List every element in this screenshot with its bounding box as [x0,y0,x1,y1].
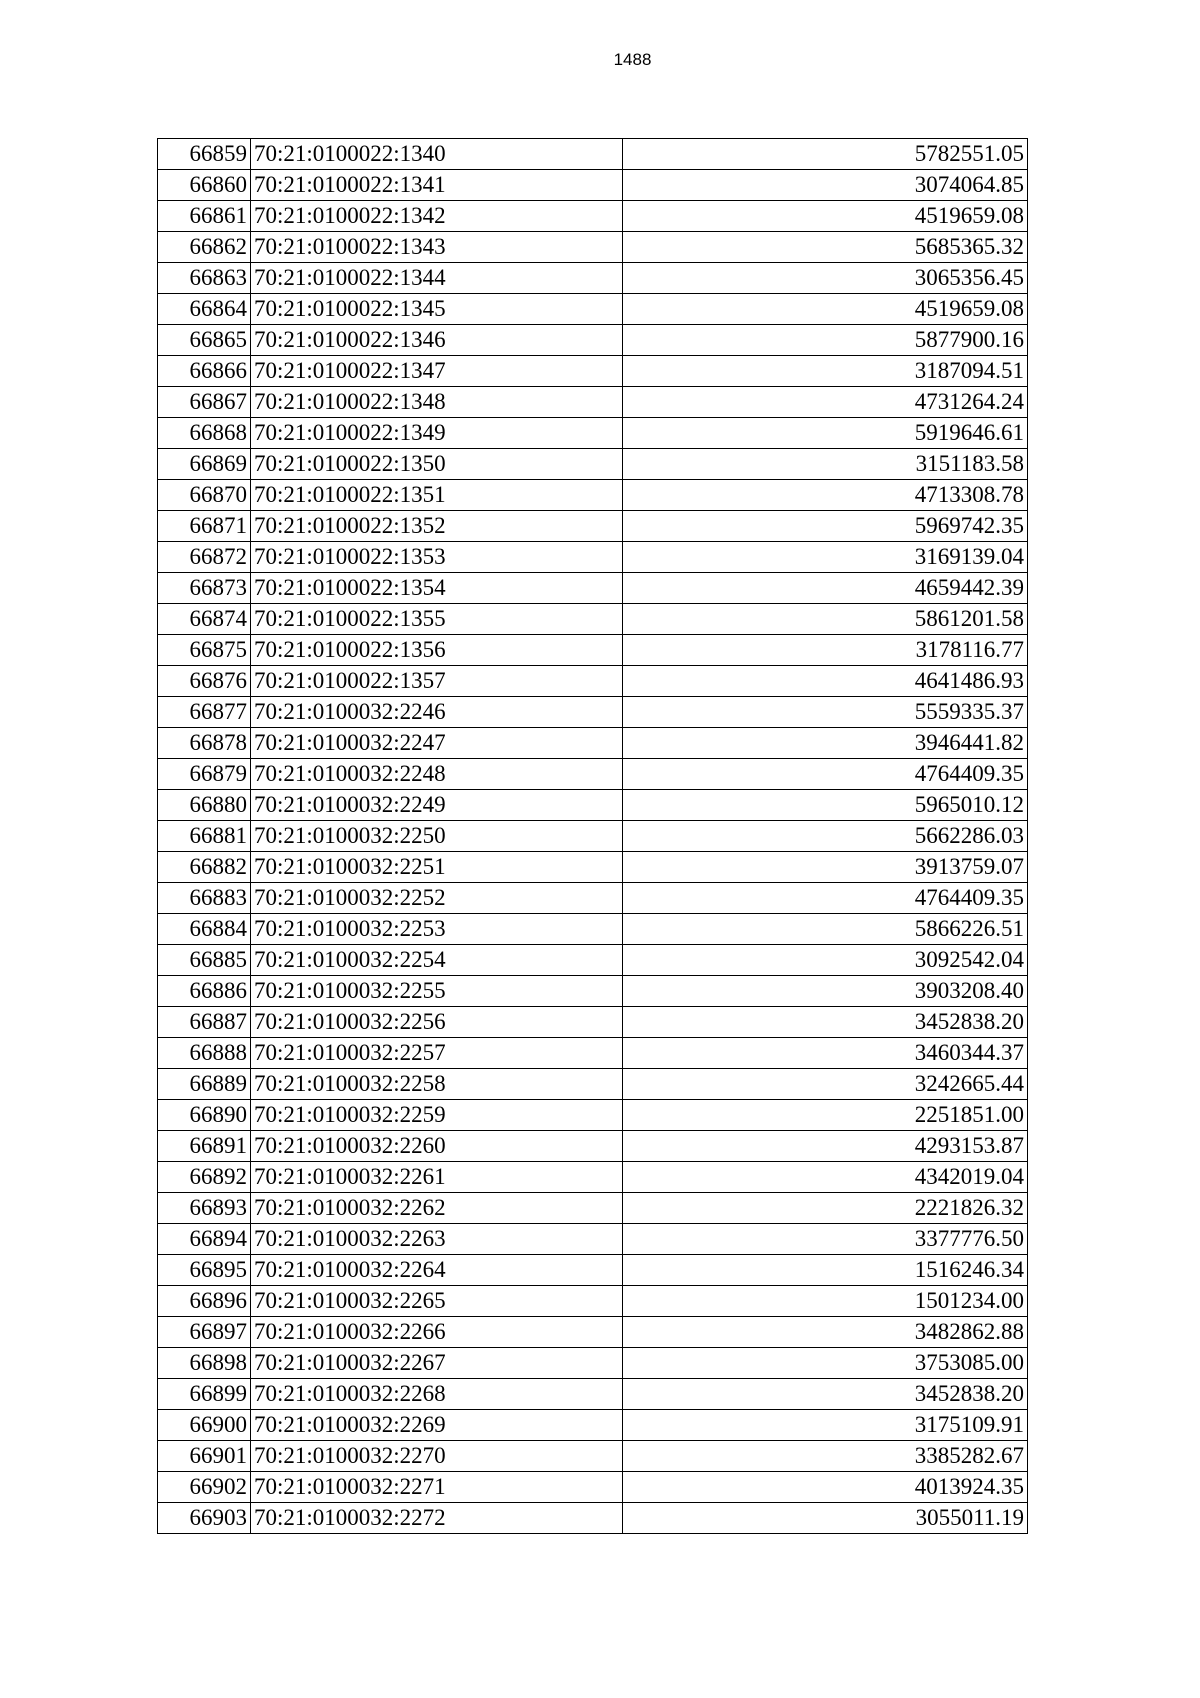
table-row [158,1441,1028,1472]
cadastral-number-cell: 70:21:0100032:2259 [251,1100,623,1131]
cadastral-value-cell: 4764409.35 [623,759,1028,790]
cadastral-value-cell: 4342019.04 [623,1162,1028,1193]
row-number-cell: 66886 [158,976,251,1007]
cadastral-number-cell: 70:21:0100022:1356 [251,635,623,666]
row-number-cell: 66884 [158,914,251,945]
row-number-cell: 66901 [158,1441,251,1472]
cadastral-number-cell: 70:21:0100022:1340 [251,139,623,170]
row-number-cell: 66900 [158,1410,251,1441]
cadastral-value-cell: 5685365.32 [623,232,1028,263]
cadastral-number-cell: 70:21:0100022:1354 [251,573,623,604]
row-number-cell: 66864 [158,294,251,325]
row-number-cell: 66896 [158,1286,251,1317]
cadastral-number-cell: 70:21:0100022:1342 [251,201,623,232]
cadastral-number-cell: 70:21:0100032:2272 [251,1503,623,1534]
table-row [158,232,1028,263]
cadastral-value-cell: 4764409.35 [623,883,1028,914]
cadastral-number-cell: 70:21:0100032:2264 [251,1255,623,1286]
row-number-cell: 66881 [158,821,251,852]
row-number-cell: 66888 [158,1038,251,1069]
cadastral-value-cell: 1501234.00 [623,1286,1028,1317]
table-row [158,1286,1028,1317]
cadastral-value-cell: 4519659.08 [623,294,1028,325]
cadastral-value-cell: 3151183.58 [623,449,1028,480]
row-number-cell: 66902 [158,1472,251,1503]
row-number-cell: 66862 [158,232,251,263]
cadastral-number-cell: 70:21:0100032:2258 [251,1069,623,1100]
cadastral-number-cell: 70:21:0100032:2257 [251,1038,623,1069]
cadastral-number-cell: 70:21:0100032:2248 [251,759,623,790]
row-number-cell: 66892 [158,1162,251,1193]
cadastral-value-cell: 3092542.04 [623,945,1028,976]
row-number-cell: 66872 [158,542,251,573]
row-number-cell: 66870 [158,480,251,511]
cadastral-number-cell: 70:21:0100022:1353 [251,542,623,573]
cadastral-number-cell: 70:21:0100032:2255 [251,976,623,1007]
cadastral-number-cell: 70:21:0100032:2251 [251,852,623,883]
table-row [158,697,1028,728]
row-number-cell: 66889 [158,1069,251,1100]
cadastral-number-cell: 70:21:0100032:2254 [251,945,623,976]
cadastral-number-cell: 70:21:0100032:2253 [251,914,623,945]
cadastral-number-cell: 70:21:0100032:2262 [251,1193,623,1224]
table-row [158,1007,1028,1038]
cadastral-value-cell: 2221826.32 [623,1193,1028,1224]
cadastral-value-cell: 3946441.82 [623,728,1028,759]
row-number-cell: 66878 [158,728,251,759]
table-row [158,449,1028,480]
cadastral-value-cell: 5782551.05 [623,139,1028,170]
table-row [158,1224,1028,1255]
cadastral-number-cell: 70:21:0100032:2247 [251,728,623,759]
row-number-cell: 66873 [158,573,251,604]
row-number-cell: 66885 [158,945,251,976]
cadastral-number-cell: 70:21:0100022:1348 [251,387,623,418]
cadastral-number-cell: 70:21:0100022:1357 [251,666,623,697]
cadastral-number-cell: 70:21:0100022:1355 [251,604,623,635]
row-number-cell: 66877 [158,697,251,728]
row-number-cell: 66859 [158,139,251,170]
cadastral-value-cell: 3460344.37 [623,1038,1028,1069]
cadastral-number-cell: 70:21:0100022:1350 [251,449,623,480]
row-number-cell: 66882 [158,852,251,883]
table-row [158,945,1028,976]
table-row [158,201,1028,232]
row-number-cell: 66863 [158,263,251,294]
row-number-cell: 66898 [158,1348,251,1379]
table-row [158,976,1028,1007]
table-row [158,294,1028,325]
table-row [158,790,1028,821]
cadastral-value-cell: 3377776.50 [623,1224,1028,1255]
cadastral-value-cell: 5877900.16 [623,325,1028,356]
cadastral-number-cell: 70:21:0100022:1347 [251,356,623,387]
cadastral-number-cell: 70:21:0100032:2260 [251,1131,623,1162]
cadastral-number-cell: 70:21:0100022:1344 [251,263,623,294]
cadastral-value-cell: 4519659.08 [623,201,1028,232]
cadastral-number-cell: 70:21:0100032:2252 [251,883,623,914]
table-row [158,511,1028,542]
cadastral-value-cell: 3242665.44 [623,1069,1028,1100]
cadastral-value-table [157,138,1028,1534]
cadastral-value-cell: 3753085.00 [623,1348,1028,1379]
table-row [158,1131,1028,1162]
row-number-cell: 66866 [158,356,251,387]
cadastral-value-cell: 3903208.40 [623,976,1028,1007]
cadastral-value-cell: 4731264.24 [623,387,1028,418]
row-number-cell: 66895 [158,1255,251,1286]
table-row [158,356,1028,387]
cadastral-number-cell: 70:21:0100032:2267 [251,1348,623,1379]
row-number-cell: 66871 [158,511,251,542]
table-body [158,139,1028,1534]
table-row [158,1348,1028,1379]
table-row [158,542,1028,573]
cadastral-value-cell: 3065356.45 [623,263,1028,294]
table-row [158,852,1028,883]
cadastral-value-cell: 3385282.67 [623,1441,1028,1472]
table-row [158,914,1028,945]
table-row [158,263,1028,294]
table-row [158,418,1028,449]
cadastral-number-cell: 70:21:0100022:1351 [251,480,623,511]
cadastral-value-cell: 5919646.61 [623,418,1028,449]
cadastral-value-cell: 5559335.37 [623,697,1028,728]
cadastral-number-cell: 70:21:0100032:2250 [251,821,623,852]
cadastral-value-cell: 5662286.03 [623,821,1028,852]
table-row [158,1472,1028,1503]
table-row [158,759,1028,790]
cadastral-value-cell: 5969742.35 [623,511,1028,542]
cadastral-value-cell: 2251851.00 [623,1100,1028,1131]
cadastral-number-cell: 70:21:0100022:1345 [251,294,623,325]
cadastral-number-cell: 70:21:0100022:1349 [251,418,623,449]
cadastral-value-cell: 5866226.51 [623,914,1028,945]
row-number-cell: 66860 [158,170,251,201]
cadastral-value-cell: 4293153.87 [623,1131,1028,1162]
table-row [158,1038,1028,1069]
table-row [158,666,1028,697]
cadastral-number-cell: 70:21:0100032:2265 [251,1286,623,1317]
row-number-cell: 66883 [158,883,251,914]
table-row [158,1255,1028,1286]
table-row [158,325,1028,356]
row-number-cell: 66865 [158,325,251,356]
table-row [158,635,1028,666]
table-row [158,1100,1028,1131]
cadastral-number-cell: 70:21:0100032:2246 [251,697,623,728]
cadastral-value-cell: 3175109.91 [623,1410,1028,1441]
cadastral-value-cell: 4013924.35 [623,1472,1028,1503]
table-row [158,573,1028,604]
cadastral-value-cell: 1516246.34 [623,1255,1028,1286]
cadastral-number-cell: 70:21:0100032:2256 [251,1007,623,1038]
table-row [158,1317,1028,1348]
cadastral-number-cell: 70:21:0100022:1346 [251,325,623,356]
cadastral-number-cell: 70:21:0100032:2271 [251,1472,623,1503]
cadastral-value-cell: 3452838.20 [623,1379,1028,1410]
row-number-cell: 66868 [158,418,251,449]
row-number-cell: 66890 [158,1100,251,1131]
row-number-cell: 66887 [158,1007,251,1038]
cadastral-value-cell: 5965010.12 [623,790,1028,821]
cadastral-value-cell: 3187094.51 [623,356,1028,387]
cadastral-number-cell: 70:21:0100032:2266 [251,1317,623,1348]
cadastral-value-cell: 4713308.78 [623,480,1028,511]
table-row [158,1069,1028,1100]
cadastral-value-cell: 3913759.07 [623,852,1028,883]
row-number-cell: 66869 [158,449,251,480]
row-number-cell: 66875 [158,635,251,666]
cadastral-value-cell: 4659442.39 [623,573,1028,604]
row-number-cell: 66894 [158,1224,251,1255]
row-number-cell: 66899 [158,1379,251,1410]
cadastral-number-cell: 70:21:0100032:2268 [251,1379,623,1410]
cadastral-value-cell: 3178116.77 [623,635,1028,666]
cadastral-number-cell: 70:21:0100022:1352 [251,511,623,542]
cadastral-number-cell: 70:21:0100022:1343 [251,232,623,263]
cadastral-number-cell: 70:21:0100032:2269 [251,1410,623,1441]
cadastral-value-cell: 3169139.04 [623,542,1028,573]
cadastral-value-cell: 3482862.88 [623,1317,1028,1348]
table-row [158,139,1028,170]
table-row [158,170,1028,201]
row-number-cell: 66891 [158,1131,251,1162]
table-row [158,387,1028,418]
row-number-cell: 66893 [158,1193,251,1224]
row-number-cell: 66861 [158,201,251,232]
cadastral-value-cell: 3452838.20 [623,1007,1028,1038]
table-row [158,883,1028,914]
row-number-cell: 66879 [158,759,251,790]
table-row [158,728,1028,759]
row-number-cell: 66876 [158,666,251,697]
table-row [158,604,1028,635]
cadastral-number-cell: 70:21:0100032:2270 [251,1441,623,1472]
row-number-cell: 66874 [158,604,251,635]
table-row [158,1410,1028,1441]
cadastral-value-cell: 3074064.85 [623,170,1028,201]
cadastral-value-cell: 3055011.19 [623,1503,1028,1534]
row-number-cell: 66867 [158,387,251,418]
table-row [158,1379,1028,1410]
cadastral-number-cell: 70:21:0100022:1341 [251,170,623,201]
cadastral-value-cell: 4641486.93 [623,666,1028,697]
cadastral-number-cell: 70:21:0100032:2249 [251,790,623,821]
row-number-cell: 66880 [158,790,251,821]
page-number: 1488 [613,50,652,69]
table-row [158,1162,1028,1193]
row-number-cell: 66903 [158,1503,251,1534]
cadastral-number-cell: 70:21:0100032:2263 [251,1224,623,1255]
cadastral-value-cell: 5861201.58 [623,604,1028,635]
row-number-cell: 66897 [158,1317,251,1348]
table-row [158,1193,1028,1224]
table-row [158,480,1028,511]
cadastral-number-cell: 70:21:0100032:2261 [251,1162,623,1193]
table-row [158,821,1028,852]
table-row [158,1503,1028,1534]
